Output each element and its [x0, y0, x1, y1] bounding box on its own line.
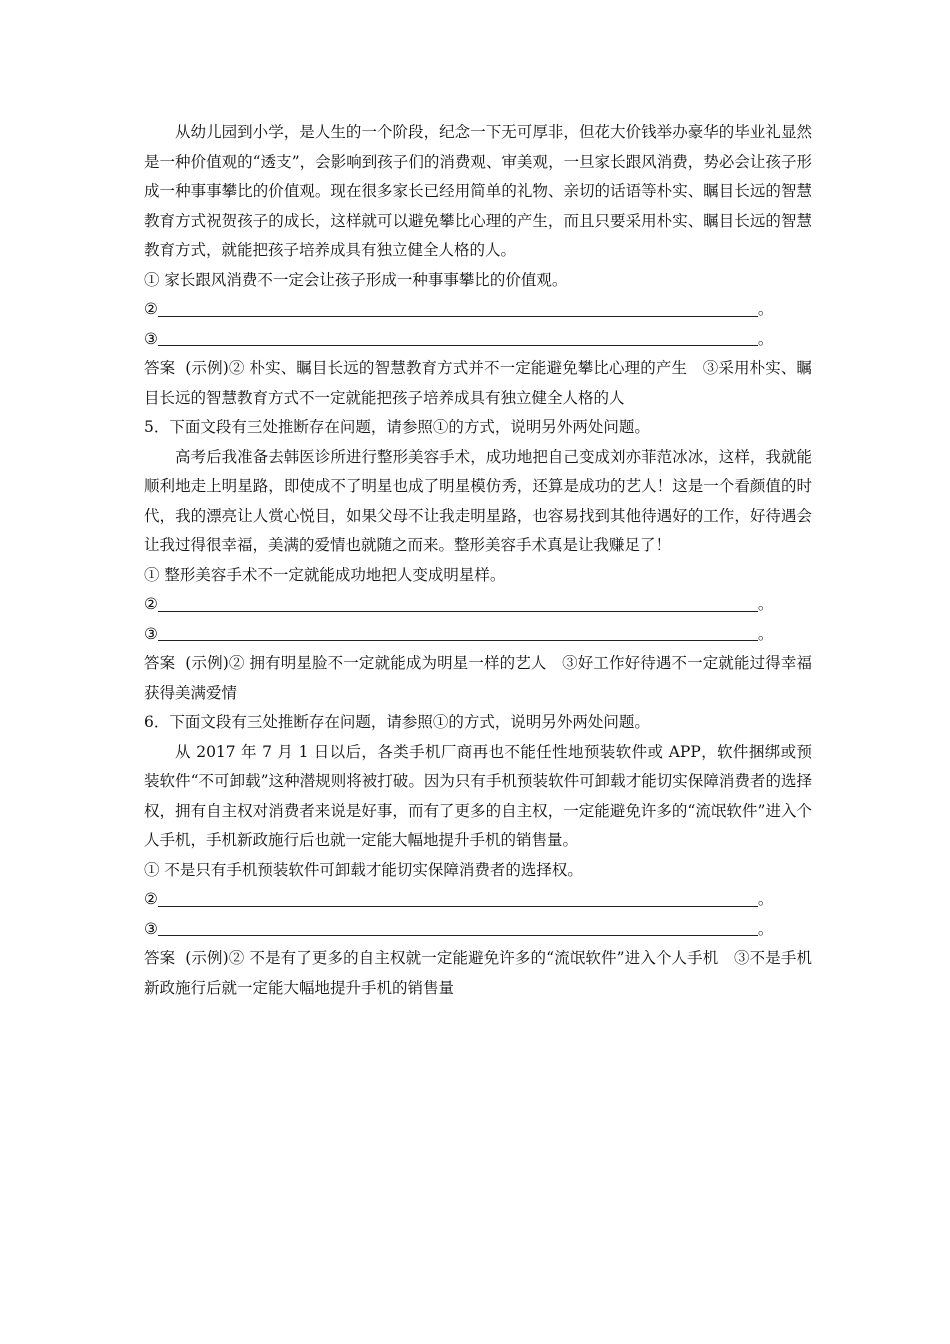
- passage-5: 高考后我准备去韩医诊所进行整形美容手术，成功地把自己变成刘亦菲范冰冰，这样，我就能顺利地走上明星路，即使成不了明星也成了明星模仿秀，还算是成功的艺人！这是一个看颜值的时代，我的漂亮让人赏心悦目，如果父母不让我走明星路，也容易找到其他待遇好的工作，好待遇会让我过得很幸福，美满的爱情也就随之而来。整形美容手术真是让我赚足了！: [144, 447, 812, 554]
- item-4-1: ① 家长跟风消费不一定会让孩子形成一种事事攀比的价值观。: [144, 270, 568, 289]
- answer-text: (示例)② 拥有明星脸不一定就能成为明星一样的艺人 ③好工作好待遇不一定就能过得幸福获得美满爱情: [144, 654, 812, 702]
- blank-end: 。: [757, 919, 774, 938]
- item-5-1: ① 整形美容手术不一定就能成功地把人变成明星样。: [144, 565, 506, 584]
- answer-label: 答案: [144, 359, 176, 377]
- blank-marker: ②: [144, 300, 158, 318]
- blank-end: 。: [757, 595, 774, 613]
- answer-blank-line: [158, 935, 758, 936]
- answer-blank-line: [158, 906, 758, 907]
- answer-blank-line: [158, 345, 758, 346]
- answer-blank-line: [158, 640, 758, 641]
- answer-5: [144, 649, 812, 708]
- answer-blank-line: [158, 316, 758, 317]
- answer-6: [144, 944, 812, 1003]
- document-page: [144, 118, 812, 1003]
- blank-end: 。: [757, 300, 774, 318]
- blank-end: 。: [757, 624, 774, 643]
- blank-4-3[interactable]: [144, 325, 812, 355]
- blank-marker: ②: [144, 890, 158, 908]
- answer-blank-line: [158, 611, 758, 612]
- blank-4-2[interactable]: [144, 295, 812, 325]
- blank-marker: ③: [144, 329, 158, 348]
- answer-label: 答案: [144, 654, 176, 672]
- question-6: 6．下面文段有三处推断存在问题，请参照①的方式，说明另外两处问题。: [144, 713, 650, 731]
- answer-text: (示例)② 不是有了更多的自主权就一定能避免许多的“流氓软件”进入个人手机 ③不是手机新政施行后就一定能大幅地提升手机的销售量: [144, 949, 812, 997]
- blank-marker: ③: [144, 624, 158, 643]
- answer-4: [144, 354, 812, 413]
- answer-label: 答案: [144, 949, 176, 967]
- blank-6-3[interactable]: [144, 915, 812, 945]
- blank-5-2[interactable]: [144, 590, 812, 620]
- passage-6: 从 2017 年 7 月 1 日以后，各类手机厂商再也不能任性地预装软件或 APP，软件捆绑或预装软件“不可卸载”这种潜规则将被打破。因为只有手机预装软件可卸载才能切实保障消费者的选择权，拥有自主权对消费者来说是好事，而有了更多的自主权，一定能避免许多的“流氓软件”进入个人手机，手机新政施行后也就一定能大幅地提升手机的销售量。: [144, 742, 812, 849]
- item-6-1: ① 不是只有手机预装软件可卸载才能切实保障消费者的选择权。: [144, 860, 583, 879]
- blank-end: 。: [757, 890, 774, 908]
- blank-6-2[interactable]: [144, 885, 812, 915]
- passage-4: 从幼儿园到小学，是人生的一个阶段，纪念一下无可厚非，但花大价钱举办豪华的毕业礼显然是一种价值观的“透支”，会影响到孩子们的消费观、审美观，一旦家长跟风消费，势必会让孩子形成一种事事攀比的价值观。现在很多家长已经用简单的礼物、亲切的话语等朴实、瞩目长远的智慧教育方式祝贺孩子的成长，这样就可以避免攀比心理的产生，而且只要采用朴实、瞩目长远的智慧教育方式，就能把孩子培养成具有独立健全人格的人。: [144, 123, 812, 259]
- answer-text: (示例)② 朴实、瞩目长远的智慧教育方式并不一定能避免攀比心理的产生 ③采用朴实、瞩目长远的智慧教育方式不一定就能把孩子培养成具有独立健全人格的人: [144, 359, 812, 407]
- blank-5-3[interactable]: [144, 620, 812, 650]
- blank-end: 。: [757, 329, 774, 348]
- blank-marker: ②: [144, 595, 158, 613]
- blank-marker: ③: [144, 919, 158, 938]
- question-5: 5．下面文段有三处推断存在问题，请参照①的方式，说明另外两处问题。: [144, 418, 650, 436]
